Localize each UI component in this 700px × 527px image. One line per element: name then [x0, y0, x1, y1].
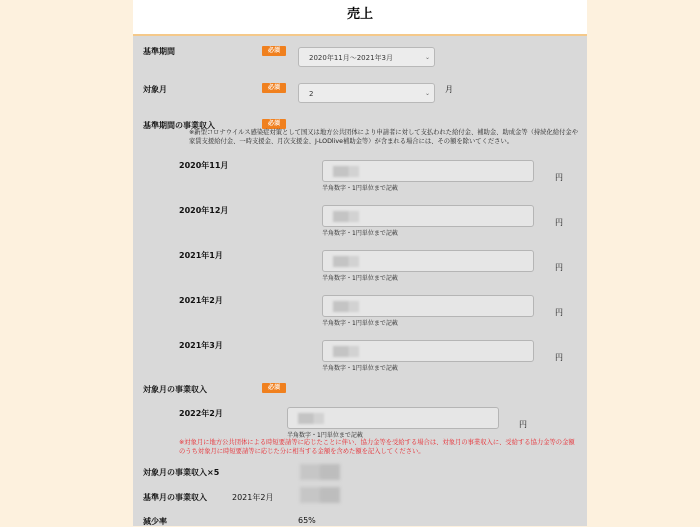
- month-income-input[interactable]: [322, 205, 534, 227]
- month-label: 2021年3月: [179, 341, 223, 350]
- base-month: 2021年2月: [232, 493, 274, 502]
- base-period-select[interactable]: [298, 47, 435, 67]
- redacted-value: [333, 346, 359, 357]
- yen-unit: 円: [555, 263, 563, 272]
- target-month-select[interactable]: [298, 83, 435, 103]
- target-month-label: 対象月: [143, 85, 167, 94]
- page-title: 売上: [133, 0, 587, 36]
- month-income-input[interactable]: [322, 340, 534, 362]
- yen-unit: 円: [555, 308, 563, 317]
- base-income-label: 基準期間の事業収入: [143, 121, 215, 130]
- target-income-label: 対象月の事業収入: [143, 385, 207, 394]
- base-period-value: 2020年11月～2021年3月: [309, 54, 393, 62]
- month-income-input[interactable]: [322, 250, 534, 272]
- redacted-value: [333, 211, 359, 222]
- target-income-month: 2022年2月: [179, 409, 223, 418]
- reduction-label: 減少率: [143, 517, 167, 526]
- input-hint: 半角数字・1円単位まで記載: [322, 365, 398, 372]
- yen-unit: 円: [555, 218, 563, 227]
- redacted-value: [333, 301, 359, 312]
- chevron-down-icon: ⌄: [424, 54, 430, 61]
- input-hint: 半角数字・1円単位まで記載: [322, 320, 398, 327]
- input-hint: 半角数字・1円単位まで記載: [322, 230, 398, 237]
- redacted-value: [298, 413, 324, 424]
- base-period-label: 基準期間: [143, 47, 175, 56]
- redacted-value: [333, 256, 359, 267]
- redacted-value: [333, 166, 359, 177]
- yen-unit: 円: [555, 353, 563, 362]
- chevron-down-icon: ⌄: [424, 90, 430, 97]
- input-hint: 半角数字・1円単位まで記載: [287, 432, 363, 439]
- base-month-value-redacted: [300, 487, 340, 503]
- target-income-note: ※対象月に地方公共団体による時短要請等に応じたことに伴い、協力金等を受給する場合は、対象月の事業収入に、受給する協力金等の金額のうち対象月に時短要請等に応じた分に相当する金額を含めた額を記入してください。: [179, 439, 575, 455]
- required-badge: 必須: [262, 119, 286, 129]
- month-unit: 月: [445, 85, 453, 94]
- target-x5-value-redacted: [300, 464, 340, 480]
- month-label: 2021年1月: [179, 251, 223, 260]
- month-label: 2021年2月: [179, 296, 223, 305]
- required-badge: 必須: [262, 46, 286, 56]
- reduction-value: 65%: [298, 516, 316, 525]
- month-income-input[interactable]: [322, 295, 534, 317]
- required-badge: 必須: [262, 383, 286, 393]
- base-income-note: ※新型コロナウイルス感染症対策として国又は地方公共団体により申請者に対して支払われた給付金、補助金、助成金等（持続化給付金や家賃支援給付金、一時支援金、月次支援金、J-LODlive補助金等）が含まれる場合には、その額を除いてください。: [189, 129, 579, 145]
- input-hint: 半角数字・1円単位まで記載: [322, 275, 398, 282]
- month-label: 2020年11月: [179, 161, 229, 170]
- target-x5-label: 対象月の事業収入×5: [143, 468, 220, 477]
- month-income-input[interactable]: [322, 160, 534, 182]
- yen-unit: 円: [555, 173, 563, 182]
- month-label: 2020年12月: [179, 206, 229, 215]
- base-month-income-label: 基準月の事業収入: [143, 493, 207, 502]
- input-hint: 半角数字・1円単位まで記載: [322, 185, 398, 192]
- required-badge: 必須: [262, 83, 286, 93]
- yen-unit: 円: [519, 420, 527, 429]
- target-income-input[interactable]: [287, 407, 499, 429]
- target-month-value: 2: [309, 90, 314, 98]
